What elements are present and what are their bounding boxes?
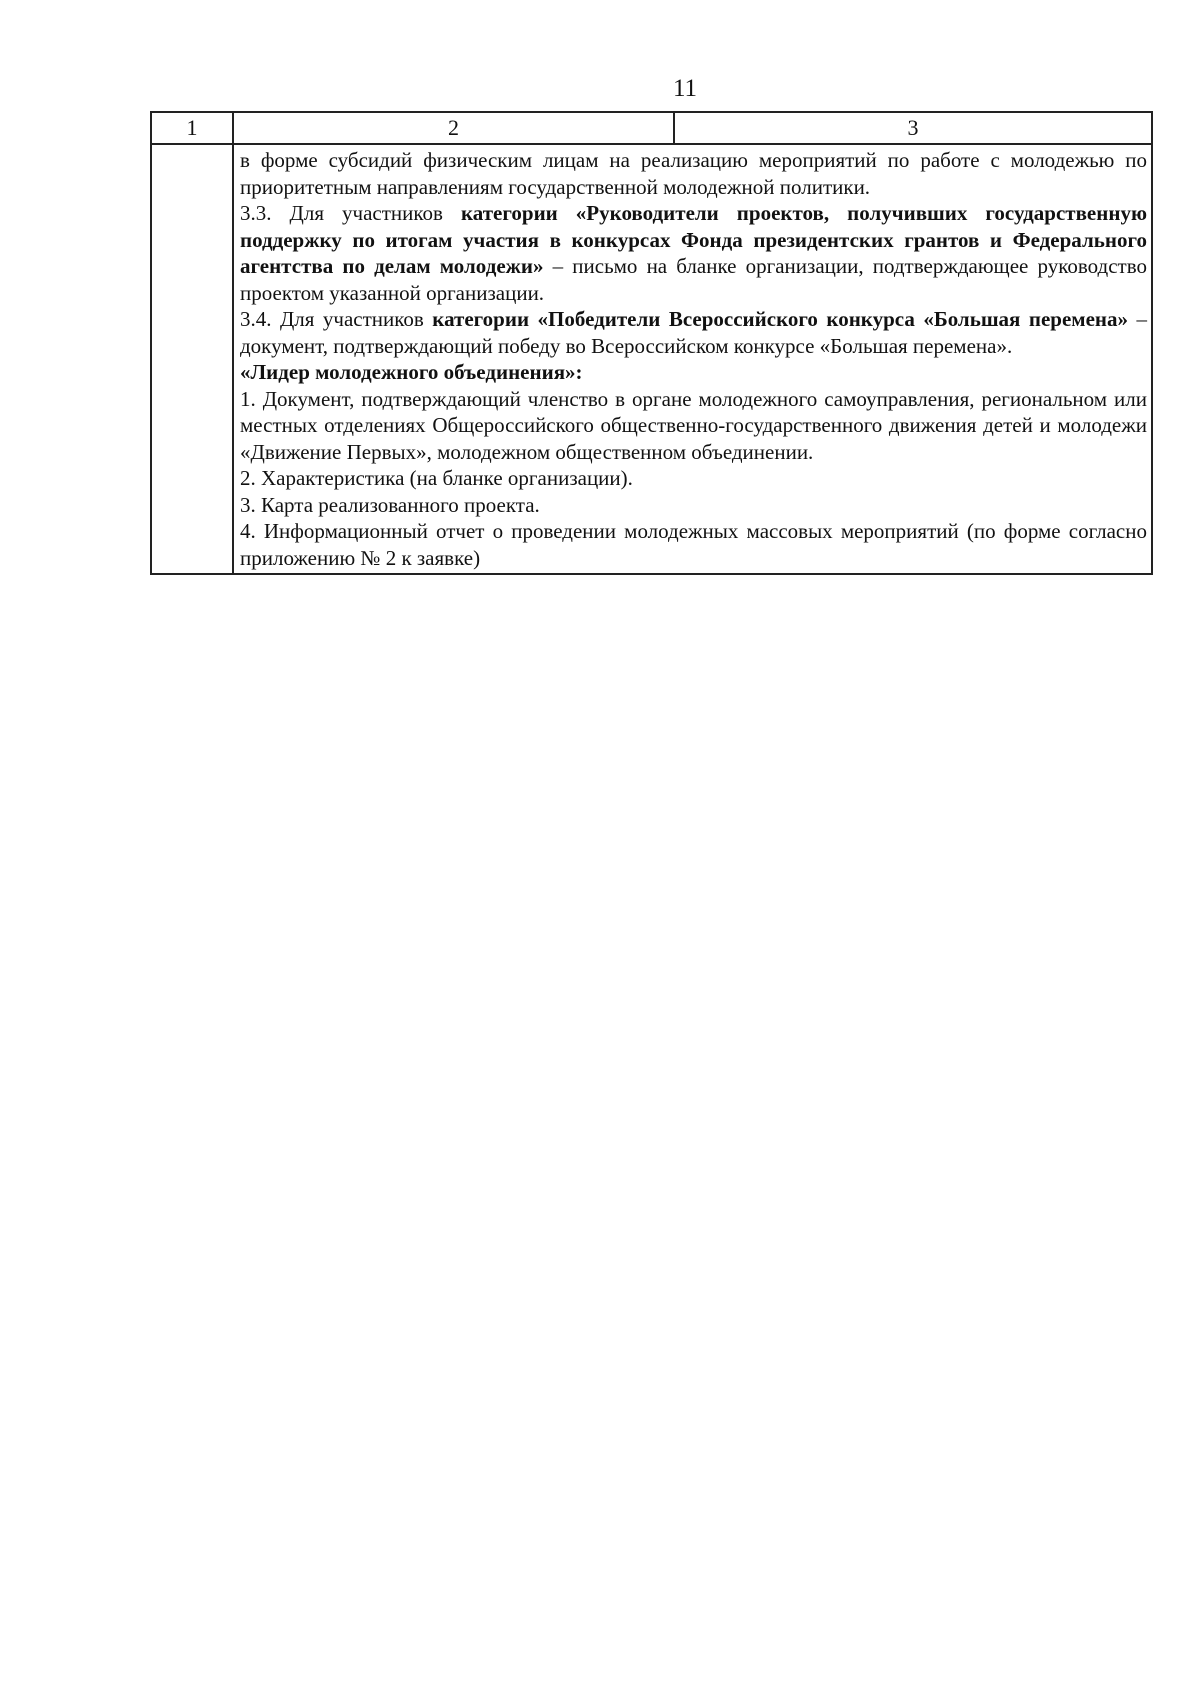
paragraph-3-4	[240, 306, 1147, 359]
paragraph-3-3-category: категории «Руководители проектов, получивших государственную поддержку по итогам участия в конкурсах Фонда президентских грантов и Федерального агентства по делам молодежи»	[240, 201, 1147, 278]
requirements-cell	[233, 144, 1152, 574]
table-row	[151, 144, 1152, 574]
table-header-row	[151, 112, 1152, 144]
list-item-4: 4. Информационный отчет о проведении молодежных массовых мероприятий (по форме согласно приложению № 2 к заявке)	[240, 519, 1147, 570]
list-item-3: 3. Карта реализованного проекта.	[240, 492, 540, 517]
paragraph-3-3	[240, 200, 1147, 306]
header-col-3: 3	[674, 112, 1152, 144]
header-col-2: 2	[233, 112, 674, 144]
row-number-cell	[151, 144, 233, 574]
list-item-2: 2. Характеристика (на бланке организации).	[240, 466, 633, 490]
paragraph-3-4-category: категории «Победители Всероссийского конкурса «Большая перемена»	[432, 307, 1129, 331]
document-table	[150, 111, 1153, 575]
paragraph-3-3-prefix: 3.3. Для участников	[240, 201, 461, 225]
paragraph-subsidies: в форме субсидий физическим лицам на реализацию мероприятий по работе с молодежью по приоритетным направлениям государственной молодежной политики.	[240, 148, 1147, 199]
category-heading: «Лидер молодежного объединения»:	[240, 360, 583, 384]
paragraph-3-3-suffix: – письмо на бланке организации, подтверждающее руководство проектом указанной организации.	[240, 254, 1147, 305]
paragraph-3-4-prefix: 3.4. Для участников	[240, 307, 433, 331]
paragraph-3-4-suffix: – документ, подтверждающий победу во Всероссийском конкурсе «Большая перемена».	[240, 307, 1147, 358]
header-col-1: 1	[151, 112, 233, 144]
list-item-1: 1. Документ, подтверждающий членство в органе молодежного самоуправления, региональном или местных отделениях Общероссийского общественно-государственного движения детей и молодежи «Движение Первых», молодежном общественном объединении.	[240, 386, 1147, 464]
page-number: 11	[672, 75, 698, 102]
